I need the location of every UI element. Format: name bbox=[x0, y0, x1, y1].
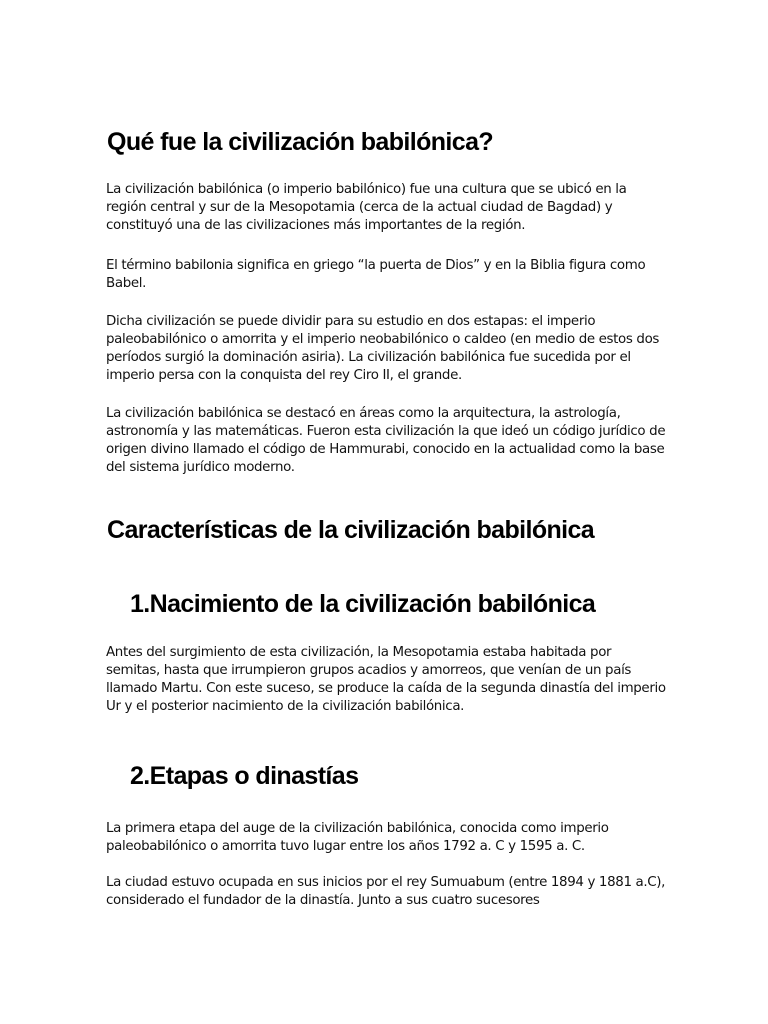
subsection-heading-nacimiento: 1.Nacimiento de la civilización babilónica bbox=[130, 590, 596, 618]
subsection-paragraph: La ciudad estuvo ocupada en sus inicios por el rey Sumuabum (entre 1894 y 1881 a.C), considerado el fundador de la dinastía. Junto a sus cuatro sucesores bbox=[106, 875, 666, 908]
intro-paragraph: El término babilonia significa en griego “la puerta de Dios” y en la Biblia figura como Babel. bbox=[106, 258, 646, 291]
intro-paragraph: La civilización babilónica se destacó en áreas como la arquitectura, la astrología, astronomía y las matemáticas. Fueron esta civilización la que ideó un código jurídico de origen divino llamado el código de Hammurabi, conocido en la actualidad como la base del sistema jurídico moderno. bbox=[106, 406, 666, 475]
section-heading: Características de la civilización babilónica bbox=[107, 516, 595, 544]
subsection-heading-etapas: 2.Etapas o dinastías bbox=[130, 762, 359, 790]
intro-paragraph: La civilización babilónica (o imperio babilónico) fue una cultura que se ubicó en la región central y sur de la Mesopotamia (cerca de la actual ciudad de Bagdad) y constituyó una de las civilizaciones más importantes de la región. bbox=[106, 182, 627, 233]
intro-paragraph: Dicha civilización se puede dividir para su estudio en dos estapas: el imperio paleobabilónico o amorrita y el imperio neobabilónico o caldeo (en medio de estos dos períodos surgió la dominación asiria). La civilización babilónica fue sucedida por el imperio persa con la conquista del rey Ciro II, el grande. bbox=[106, 314, 660, 383]
subsection-paragraph: Antes del surgimiento de esta civilización, la Mesopotamia estaba habitada por semitas, hasta que irrumpieron grupos acadios y amorreos, que venían de un país llamado Martu. Con este suceso, se produce la caída de la segunda dinastía del imperio Ur y el posterior nacimiento de la civilización babilónica. bbox=[106, 645, 666, 714]
page-title: Qué fue la civilización babilónica? bbox=[107, 128, 494, 156]
subsection-paragraph: La primera etapa del auge de la civilización babilónica, conocida como imperio paleobabilónico o amorrita tuvo lugar entre los años 1792 a. C y 1595 a. C. bbox=[106, 821, 609, 854]
